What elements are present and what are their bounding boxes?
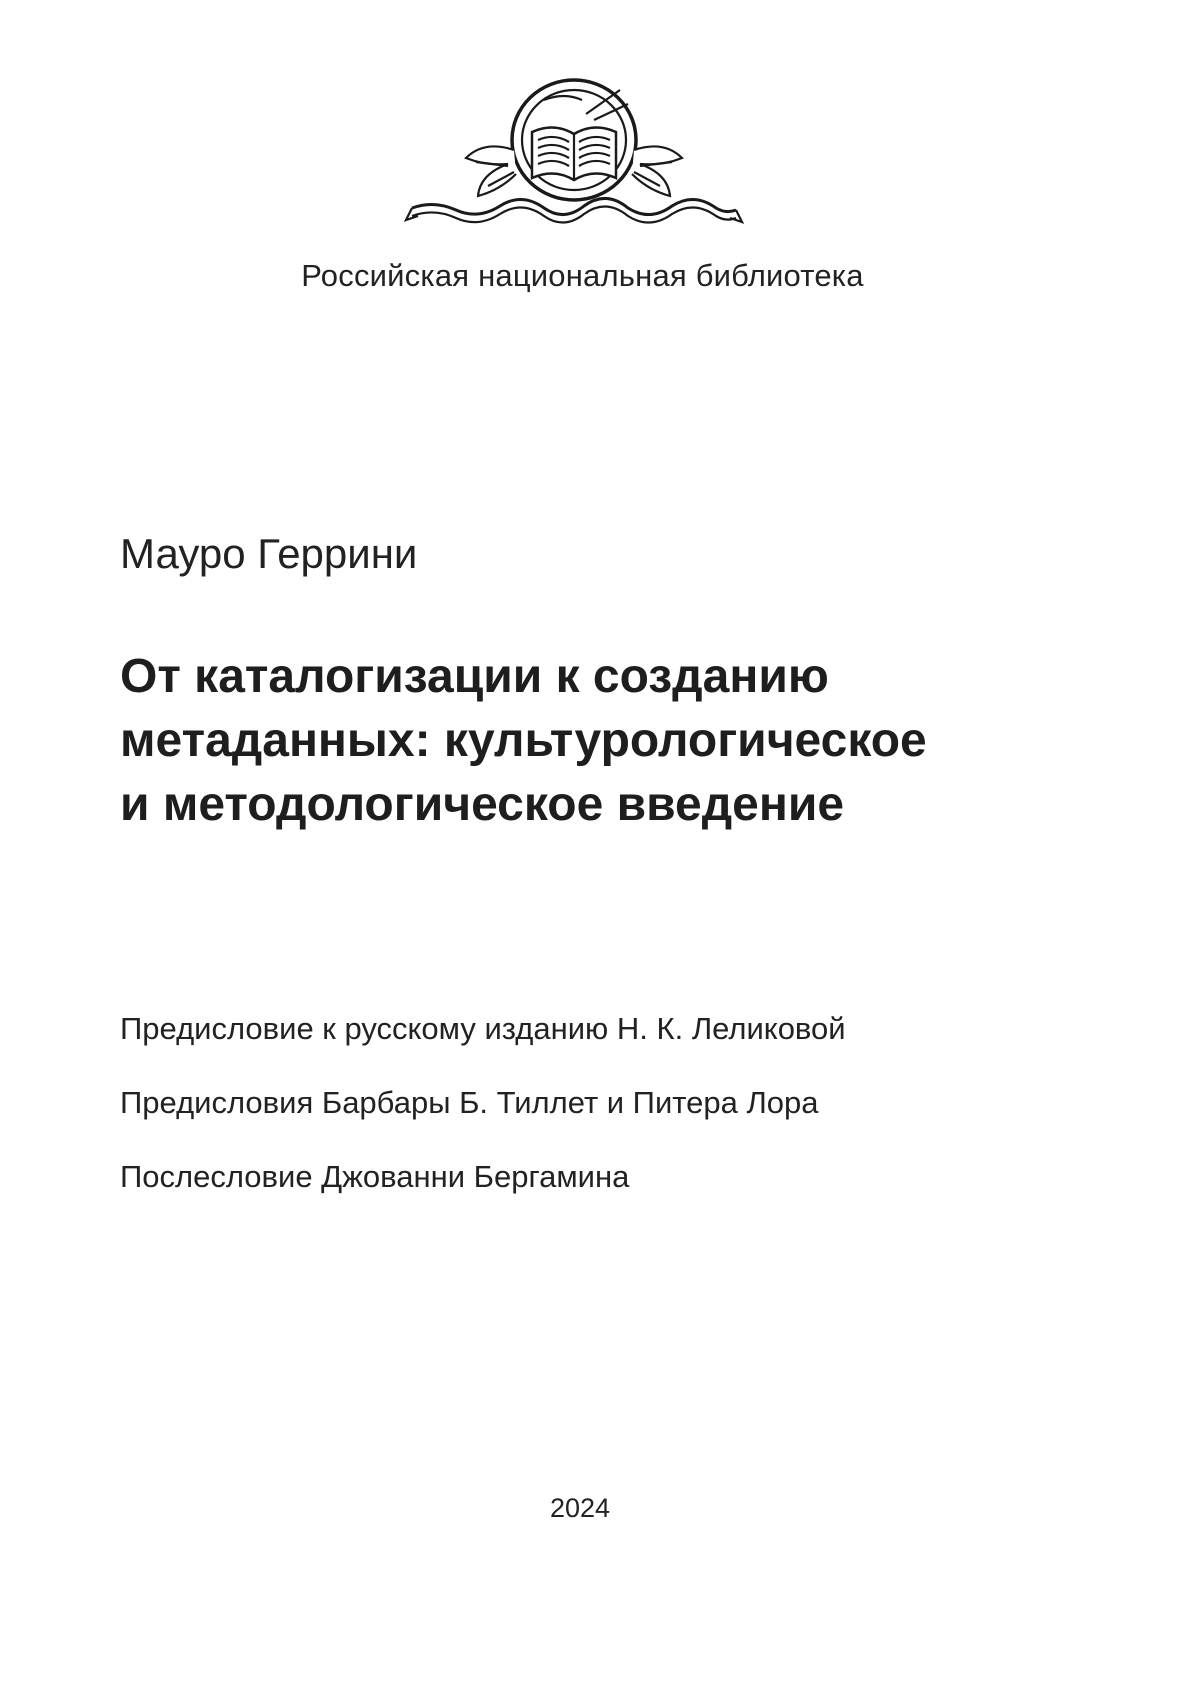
book-title-line: метаданных: культурологическое <box>120 714 927 767</box>
publication-year: 2024 <box>549 1493 611 1523</box>
book-title <box>120 645 1100 837</box>
publisher-name: Российская национальная библиотека <box>301 258 864 293</box>
library-emblem-icon <box>404 70 744 245</box>
book-title-line: От каталогизации к созданию <box>120 650 829 703</box>
author-name: Мауро Геррини <box>120 530 418 577</box>
credit-afterword: Послесловие Джованни Бергамина <box>120 1159 630 1194</box>
book-title-line: и методологическое введение <box>120 778 845 831</box>
contributors-list <box>120 1010 1120 1232</box>
credit-prefaces: Предисловия Барбары Б. Тиллет и Питера Лора <box>120 1085 819 1120</box>
credit-preface-russian: Предисловие к русскому изданию Н. К. Леликовой <box>120 1011 846 1046</box>
